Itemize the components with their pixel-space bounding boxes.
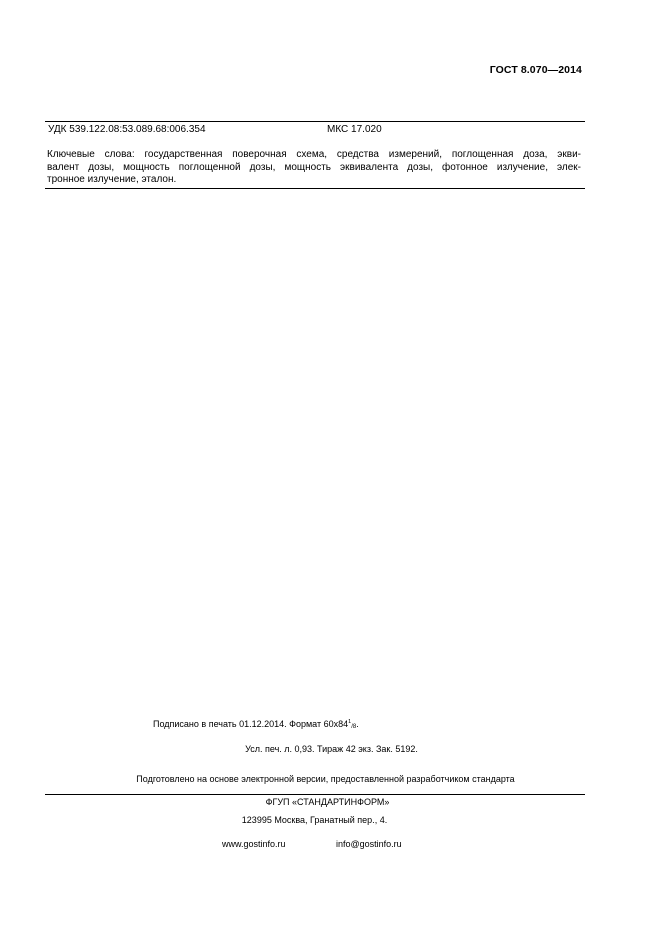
- keywords-divider: [45, 188, 585, 189]
- imprint-divider: [45, 794, 585, 795]
- format-fraction-numerator: 1: [348, 719, 352, 725]
- prepared-note: Подготовлено на основе электронной версии, предоставленной разработчиком стандарта: [136, 774, 515, 784]
- udk-code: УДК 539.122.08:53.089.68:006.354: [48, 124, 206, 135]
- email-link[interactable]: info@gostinfo.ru: [336, 839, 402, 849]
- format-suffix: .: [356, 719, 359, 729]
- publisher-name: ФГУП «СТАНДАРТИНФОРМ»: [265, 797, 390, 807]
- top-divider: [45, 121, 585, 122]
- publisher-address: 123995 Москва, Гранатный пер., 4.: [241, 815, 388, 825]
- keywords-line: валент дозы, мощность поглощенной дозы, мощность эквивалента дозы, фотонное излучение, элек-: [47, 161, 581, 173]
- standard-number: ГОСТ 8.070—2014: [489, 64, 582, 76]
- website-link[interactable]: www.gostinfo.ru: [222, 839, 286, 849]
- signed-text: Подписано в печать 01.12.2014. Формат 60x84: [153, 719, 349, 729]
- print-sheets-info: Усл. печ. л. 0,93. Тираж 42 экз. Зак. 5192.: [245, 744, 418, 754]
- mks-code: МКС 17.020: [327, 124, 382, 135]
- keywords-line: Ключевые слова: государственная поверочная схема, средства измерений, поглощенная доза, экви-: [47, 149, 581, 160]
- keywords-line: тронное излучение, эталон.: [47, 174, 177, 186]
- signed-to-print: [153, 719, 359, 730]
- format-fraction-denominator: /8: [351, 724, 357, 730]
- keywords-paragraph: [47, 149, 581, 187]
